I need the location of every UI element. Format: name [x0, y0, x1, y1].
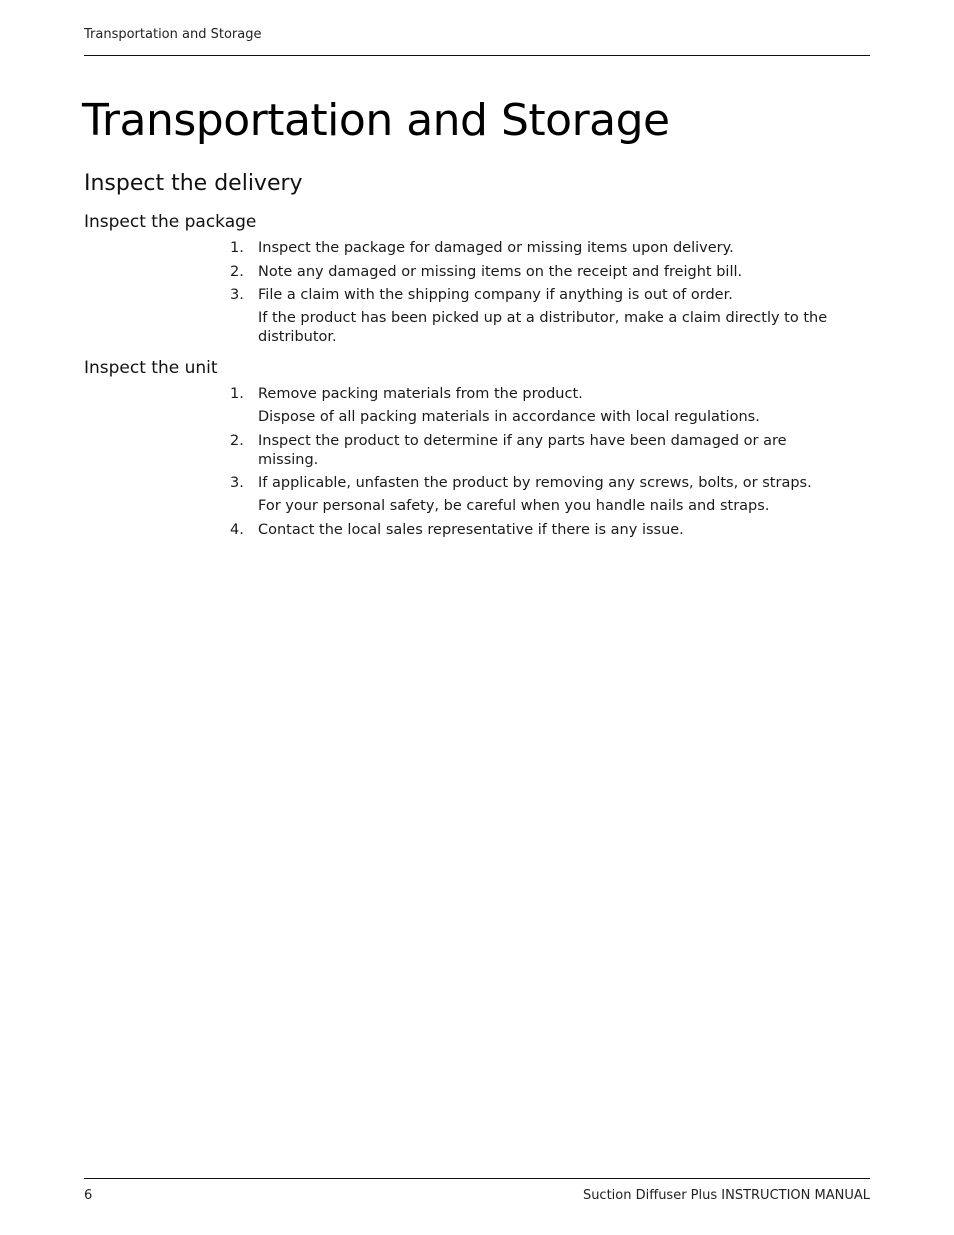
step-note: For your personal safety, be careful when you handle nails and straps.	[258, 498, 770, 514]
unit-steps-list	[230, 385, 850, 544]
step-text: File a claim with the shipping company if anything is out of order.	[258, 287, 733, 303]
step-number: 3.	[230, 475, 244, 491]
step-text: Inspect the product to determine if any parts have been damaged or are missing.	[258, 432, 787, 468]
list-item	[230, 474, 850, 516]
step-number: 1.	[230, 240, 244, 256]
list-item	[230, 432, 850, 470]
step-number: 3.	[230, 287, 244, 303]
manual-title: Suction Diffuser Plus INSTRUCTION MANUAL	[582, 1188, 870, 1203]
header-divider	[84, 55, 870, 56]
page-number: 6	[84, 1188, 93, 1203]
step-number: 4.	[230, 521, 244, 538]
list-item	[230, 239, 850, 258]
list-item	[230, 521, 850, 540]
step-text: Note any damaged or missing items on the receipt and freight bill.	[258, 263, 743, 280]
footer-divider	[84, 1178, 870, 1179]
step-note: If the product has been picked up at a distributor, make a claim directly to the distributor.	[258, 310, 828, 345]
step-text: Remove packing materials from the product.	[258, 386, 583, 402]
subsection-title-unit: Inspect the unit	[84, 358, 218, 378]
package-steps-list	[230, 239, 850, 352]
step-number: 2.	[230, 432, 244, 449]
step-note: Dispose of all packing materials in accordance with local regulations.	[258, 409, 760, 425]
running-header: Transportation and Storage	[84, 27, 262, 42]
list-item	[230, 286, 850, 347]
list-item	[230, 263, 850, 282]
subsection-title-package: Inspect the package	[84, 212, 257, 232]
chapter-title: Transportation and Storage	[82, 95, 670, 146]
step-text: If applicable, unfasten the product by removing any screws, bolts, or straps.	[258, 475, 812, 491]
step-text: Contact the local sales representative if there is any issue.	[258, 521, 684, 538]
step-number: 2.	[230, 263, 244, 280]
section-title: Inspect the delivery	[84, 171, 303, 196]
step-number: 1.	[230, 386, 244, 402]
list-item	[230, 385, 850, 427]
step-text: Inspect the package for damaged or missing items upon delivery.	[258, 240, 734, 256]
